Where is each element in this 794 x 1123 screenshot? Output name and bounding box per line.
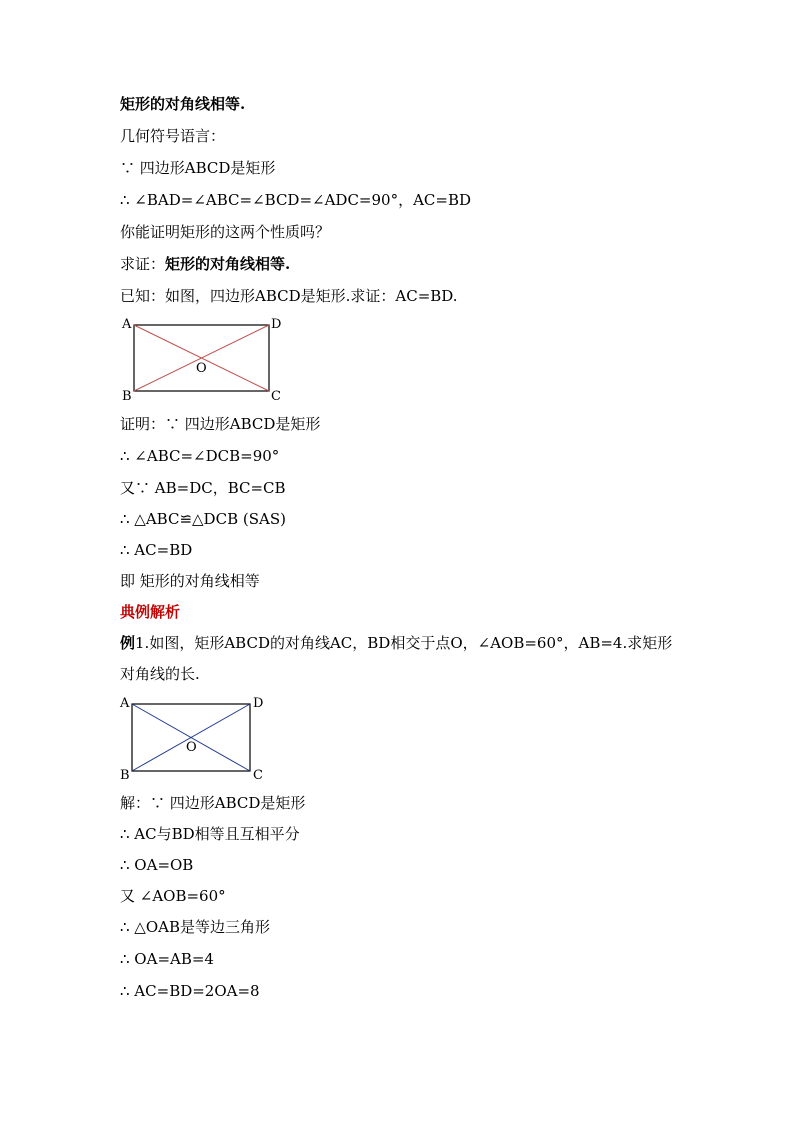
center-label-o: O: [186, 740, 197, 755]
given-line: ∵ 四边形ABCD是矩形: [120, 159, 276, 177]
rectangle-figure-2: [112, 692, 282, 784]
proof-line-4: ∴ △ABC≌△DCB (SAS): [120, 510, 286, 528]
vertex-label-d: D: [271, 317, 282, 332]
solution-line-2: ∴ AC与BD相等且互相平分: [120, 825, 300, 843]
vertex-label-d: D: [253, 696, 264, 711]
proof-line-3: 又∵ AB=DC，BC=CB: [120, 479, 286, 497]
vertex-label-a: A: [120, 696, 130, 711]
proof-line-5: ∴ AC=BD: [120, 541, 193, 559]
section-heading-example-analysis: 典例解析: [120, 603, 181, 621]
question-line: 你能证明矩形的这两个性质吗？: [120, 223, 331, 241]
example-1-line: [120, 633, 672, 653]
rectangle-figure-1: [112, 313, 292, 405]
known-line: 已知：如图，四边形ABCD是矩形.求证：AC=BD.: [120, 287, 458, 305]
vertex-label-c: C: [253, 768, 263, 783]
solution-line-3: ∴ OA=OB: [120, 856, 194, 874]
theorem-statement: 矩形的对角线相等.: [120, 95, 246, 113]
symbolic-language-label: 几何符号语言：: [120, 127, 226, 145]
proof-line-2: ∴ ∠ABC=∠DCB=90°: [120, 447, 280, 465]
prove-line: [120, 254, 290, 274]
solution-line-4: 又 ∠AOB=60°: [120, 887, 226, 905]
prove-statement: 矩形的对角线相等.: [165, 255, 291, 273]
solution-line-1: 解：∵ 四边形ABCD是矩形: [120, 794, 306, 812]
example-1-text: 1.如图，矩形ABCD的对角线AC，BD相交于点O，∠AOB=60°，AB=4.求矩形: [135, 634, 673, 652]
center-label-o: O: [196, 361, 207, 376]
vertex-label-a: A: [122, 317, 132, 332]
vertex-label-c: C: [271, 389, 281, 404]
vertex-label-b: B: [120, 768, 130, 783]
solution-line-6: ∴ OA=AB=4: [120, 950, 214, 968]
solution-line-5: ∴ △OAB是等边三角形: [120, 918, 271, 936]
prove-prefix: 求证：: [120, 255, 166, 273]
example-prefix: 例: [120, 634, 136, 652]
solution-line-7: ∴ AC=BD=2OA=8: [120, 982, 260, 1000]
conclusion-line: ∴ ∠BAD=∠ABC=∠BCD=∠ADC=90°，AC=BD: [120, 191, 472, 209]
proof-line-1: 证明：∵ 四边形ABCD是矩形: [120, 415, 321, 433]
vertex-label-b: B: [122, 389, 132, 404]
example-1-line-2: 对角线的长.: [120, 665, 200, 683]
proof-line-6: 即 矩形的对角线相等: [120, 572, 260, 590]
